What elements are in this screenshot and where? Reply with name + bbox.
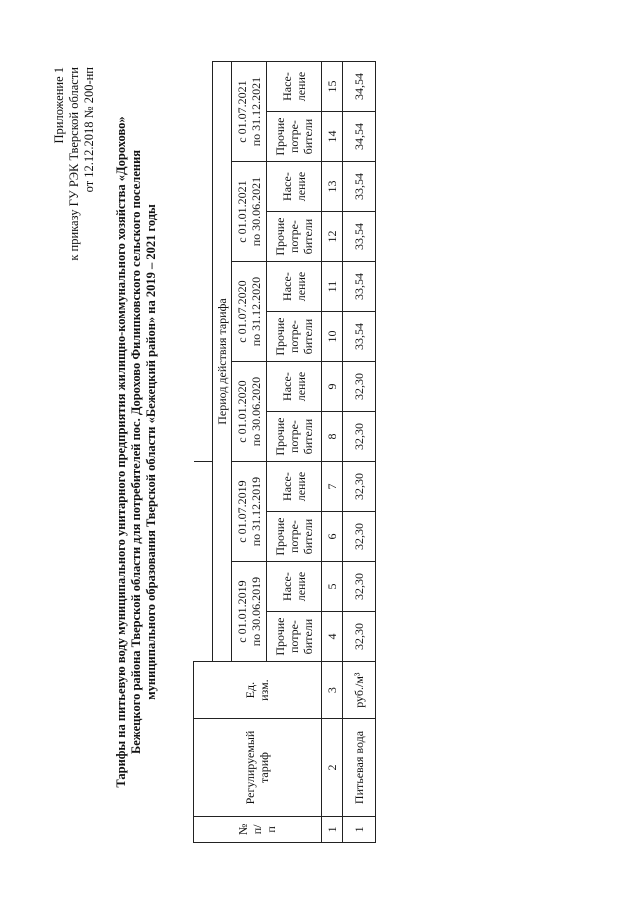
subheader-other: Прочие потре- бители [266, 112, 321, 162]
header-tariff: Регулируемый тариф [193, 719, 321, 817]
appendix-line-1: Приложение 1 [51, 67, 66, 144]
header-unit: Ед. изм. [193, 662, 321, 719]
column-number: 14 [321, 112, 342, 162]
rotated-content [50, 57, 590, 847]
document-title [114, 57, 159, 847]
title-line-3: муниципального образования Тверской области «Бежецкий район» на 2019 – 2021 годы [143, 204, 158, 700]
header-period-1: с 01.01.2019 по 30.06.2019 [231, 562, 266, 662]
header-period-3: с 01.01.2020 по 30.06.2020 [231, 362, 266, 462]
header-period-5: с 01.01.2021 по 30.06.2021 [231, 162, 266, 262]
header-period-4: с 01.07.2020 по 31.12.2020 [231, 262, 266, 362]
subheader-population: Насе- ление [266, 562, 321, 612]
column-number: 10 [321, 312, 342, 362]
tariff-value: 33,54 [342, 262, 375, 312]
tariff-value: 32,30 [342, 462, 375, 512]
row-tariff-name: Питьевая вода [342, 719, 375, 817]
header-period-2: с 01.07.2019 по 31.12.2019 [231, 462, 266, 562]
header-blank-2 [193, 62, 212, 462]
header-number: № п/ п [193, 816, 321, 842]
tariff-value: 33,54 [342, 162, 375, 212]
tariff-value: 32,30 [342, 362, 375, 412]
row-unit: руб./м³ [342, 662, 375, 719]
column-number: 15 [321, 62, 342, 112]
subheader-population: Насе- ление [266, 162, 321, 212]
column-number: 11 [321, 262, 342, 312]
title-line-1: Тарифы на питьевую воду муниципального унитарного предприятия жилищно-коммунального хозяйства «Дорохово» [113, 116, 128, 788]
row-number: 1 [342, 816, 375, 842]
column-number: 1 [321, 816, 342, 842]
tariff-table [193, 61, 376, 843]
subheader-population: Насе- ление [266, 462, 321, 512]
tariff-value: 34,54 [342, 112, 375, 162]
tariff-value: 32,30 [342, 512, 375, 562]
column-number: 2 [321, 719, 342, 817]
subheader-other: Прочие потре- бители [266, 212, 321, 262]
tariff-value: 33,54 [342, 312, 375, 362]
column-number: 13 [321, 162, 342, 212]
subheader-other: Прочие потре- бители [266, 612, 321, 662]
tariff-value: 32,30 [342, 412, 375, 462]
column-number: 5 [321, 562, 342, 612]
title-line-2: Бежецкого района Тверской области для потребителей пос. Дорохово Филипковского сельского поселения [128, 149, 143, 755]
appendix-block [52, 67, 97, 261]
subheader-population: Насе- ление [266, 262, 321, 312]
column-number: 8 [321, 412, 342, 462]
column-number: 6 [321, 512, 342, 562]
subheader-other: Прочие потре- бители [266, 312, 321, 362]
column-number: 12 [321, 212, 342, 262]
subheader-other: Прочие потре- бители [266, 512, 321, 562]
header-blank [193, 462, 212, 662]
tariff-value: 32,30 [342, 562, 375, 612]
subheader-other: Прочие потре- бители [266, 412, 321, 462]
header-period-6: с 01.07.2021 по 31.12.2021 [231, 62, 266, 162]
tariff-value: 34,54 [342, 62, 375, 112]
column-numbers-row [321, 62, 342, 843]
appendix-line-2: к приказу ГУ РЭК Тверской области [66, 67, 81, 261]
column-number: 7 [321, 462, 342, 512]
table-row [342, 62, 375, 843]
header-period: Период действия тарифа [212, 62, 231, 662]
tariff-value: 33,54 [342, 212, 375, 262]
subheader-population: Насе- ление [266, 362, 321, 412]
column-number: 3 [321, 662, 342, 719]
appendix-line-3: от 12.12.2018 № 200-нп [81, 67, 96, 193]
tariff-value: 32,30 [342, 612, 375, 662]
column-number: 4 [321, 612, 342, 662]
column-number: 9 [321, 362, 342, 412]
subheader-population: Насе- ление [266, 62, 321, 112]
